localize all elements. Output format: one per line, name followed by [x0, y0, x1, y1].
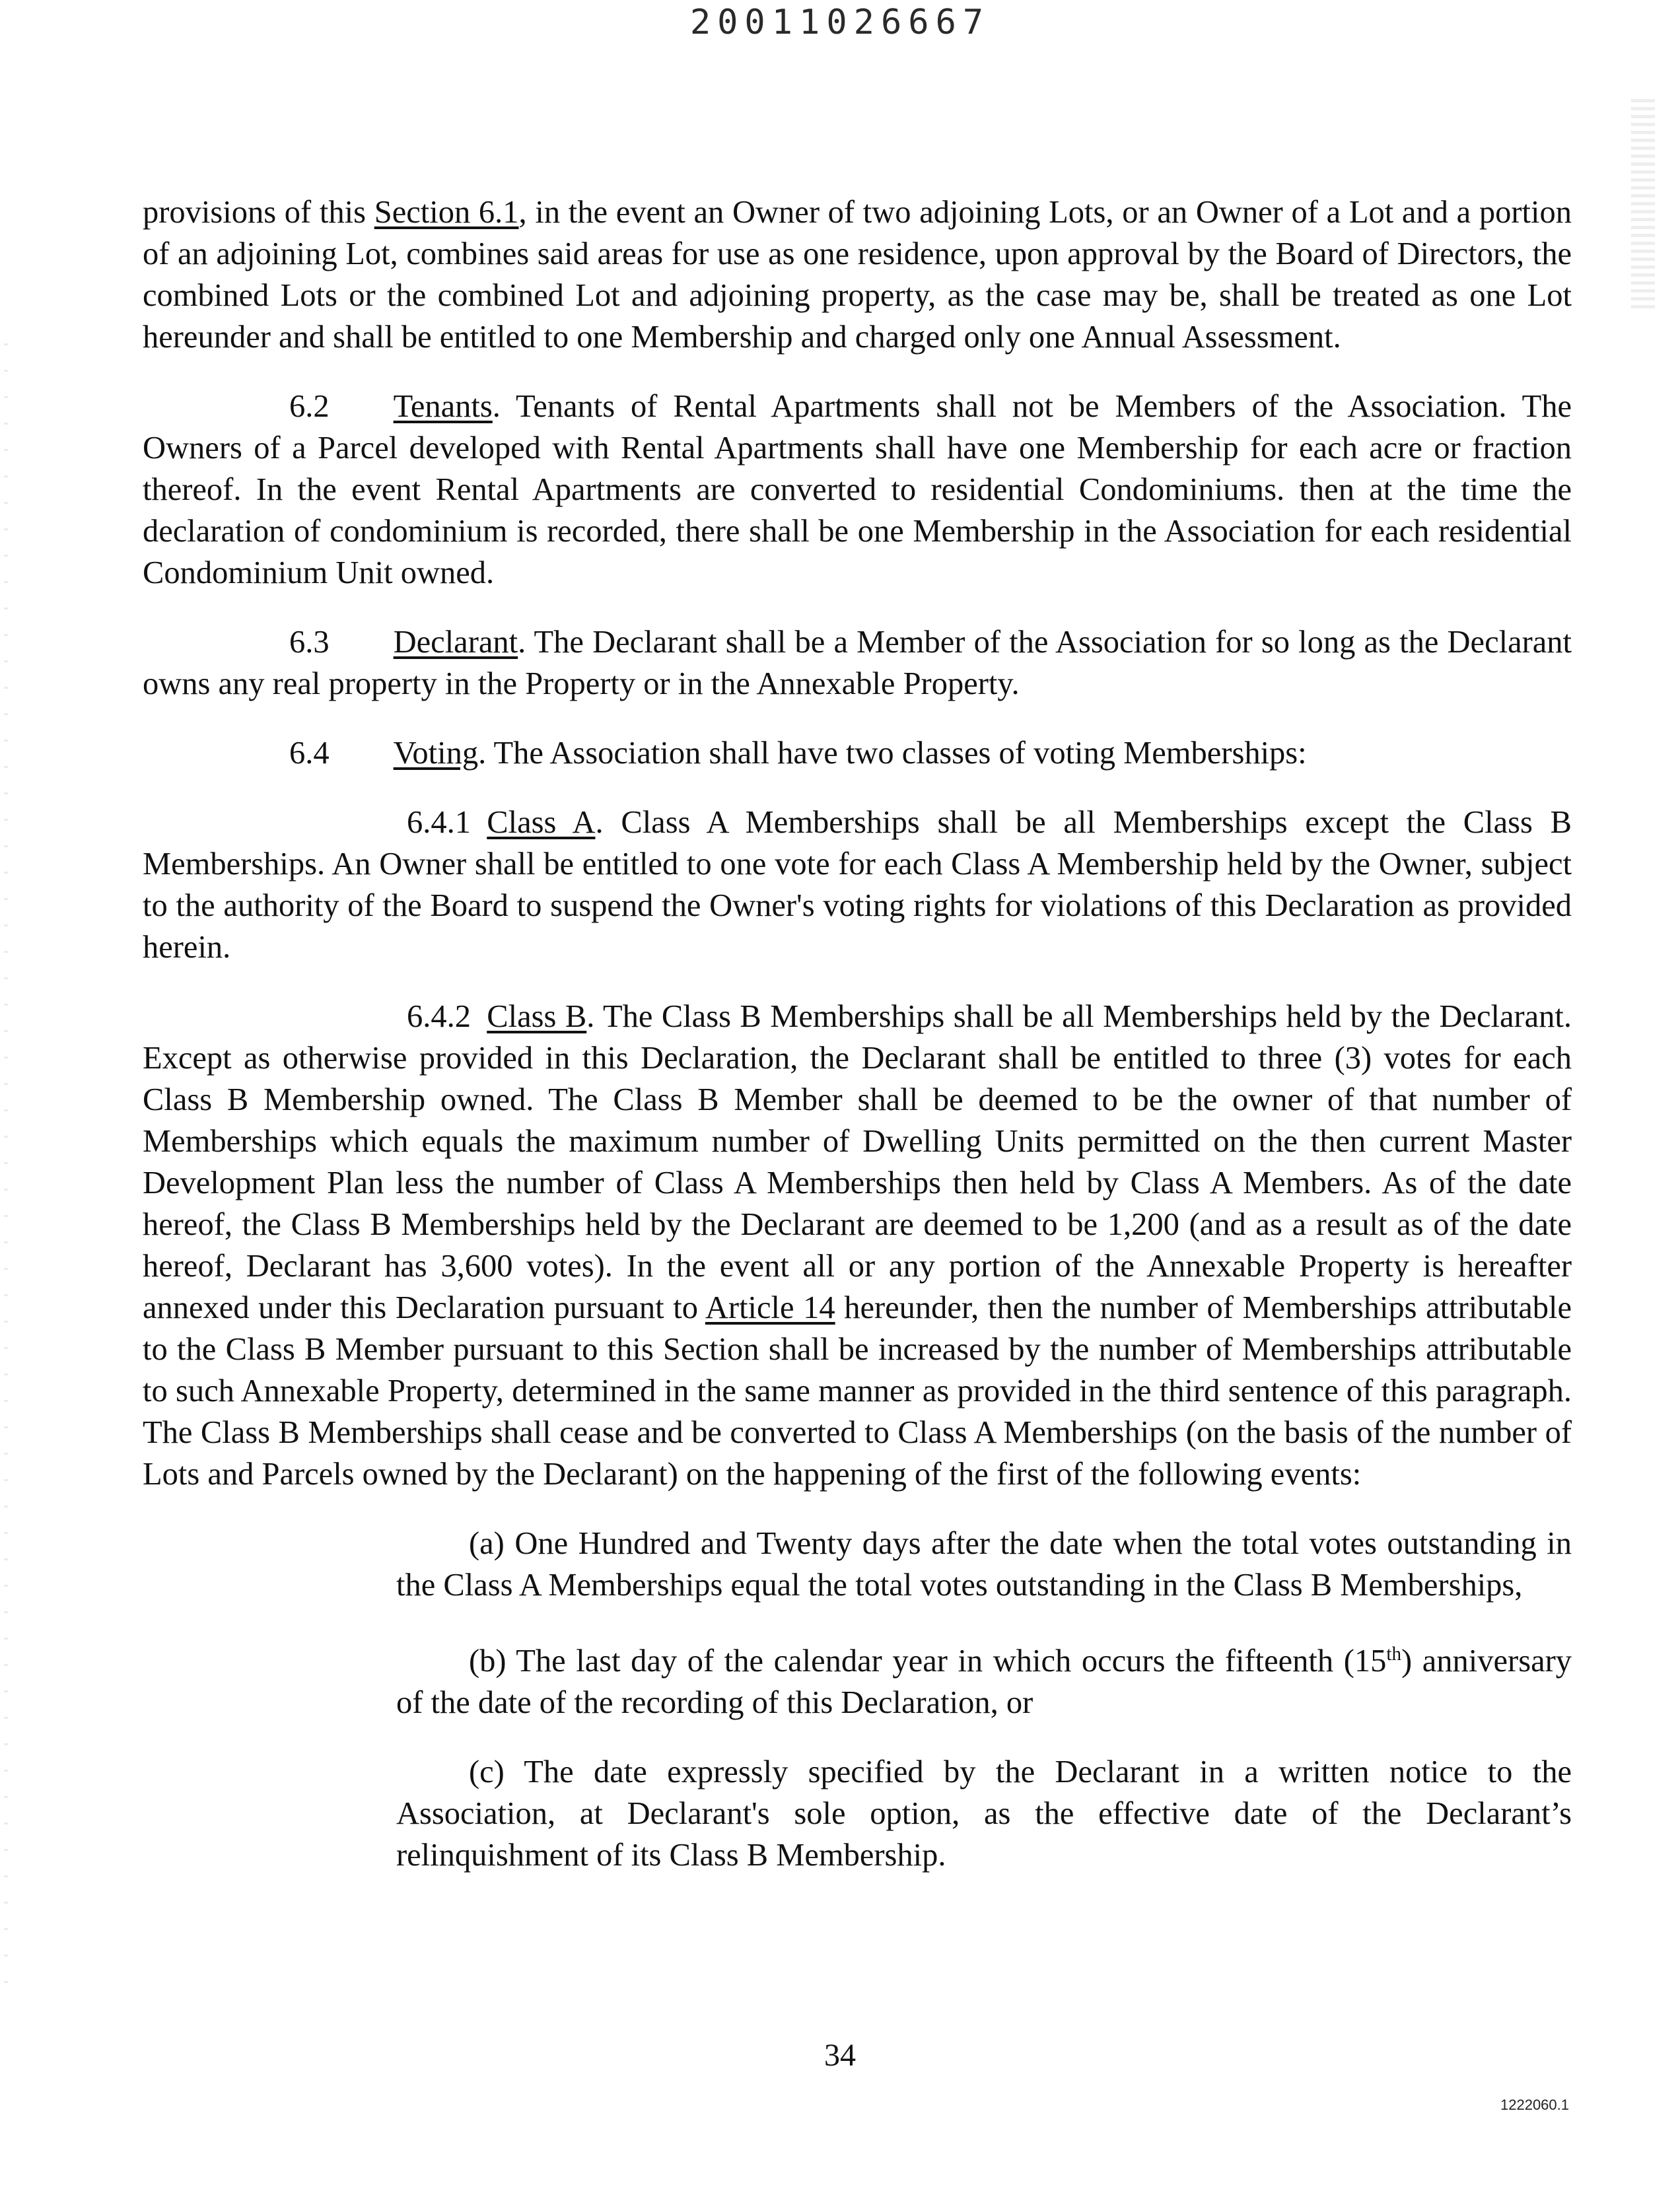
event-c: (c) The date expressly specified by the Declarant in a written notice to the Association, at Declarant's sole option, as the effective date of the Declarant’s relinquishment of its Class B Membership.	[396, 1754, 1572, 1873]
underlined-reference: Voting	[393, 736, 479, 771]
underlined-reference: Article 14	[705, 1290, 835, 1325]
section-6-4-1-class-a: 6.4.1 Class A. Class A Memberships shall be all Memberships except the Class B Memberships. An Owner shall be entitled to one vote for each Class A Membership held by the Owner, subject to the authority of the Board to suspend the Owner's voting rights for violations of this Declaration as provided herein.	[143, 805, 1572, 965]
document-body	[143, 191, 1572, 1904]
document-id: 1222060.1	[1500, 2097, 1569, 2113]
page-number: 34	[824, 2038, 856, 2073]
underlined-reference: Declarant	[393, 625, 518, 660]
edge-stamp-mark	[1631, 99, 1655, 310]
event-b: (b) The last day of the calendar year in which occurs the fifteenth (15th) anniversary of the date of the recording of this Declaration, or	[396, 1644, 1572, 1721]
underlined-reference: Tenants	[393, 389, 493, 424]
underlined-reference: Class B	[487, 999, 587, 1034]
section-6-4-2-class-b: 6.4.2 Class B. The Class B Memberships shall be all Memberships held by the Declarant. Except as otherwise provided in this Declaration, the Declarant shall be entitled to three (3) votes for each Class B Membership owned. The Class B Member shall be deemed to be the owner of that number of Memberships which equals the maximum number of Dwelling Units permitted on the then current Master Development Plan less the number of Class A Memberships then held by Class A Members. As of the date hereof, the Class B Memberships held by the Declarant are deemed to be 1,200 (and as a result as of the date hereof, Declarant has 3,600 votes). In the event all or any portion of the Annexable Property is hereafter annexed under this Declaration pursuant to Article 14 hereunder, then the number of Memberships attributable to the Class B Member pursuant to this Section shall be increased by the number of Memberships attributable to such Annexable Property, determined in the same manner as provided in the third sentence of this paragraph. The Class B Memberships shall cease and be converted to Class A Memberships (on the basis of the number of Lots and Parcels owned by the Declarant) on the happening of the first of the following events:	[143, 999, 1572, 1492]
paragraph-membership-continued: provisions of this Section 6.1, in the event an Owner of two adjoining Lots, or an Owner of a Lot and a portion of an adjoining Lot, combines said areas for use as one residence, upon approval by the Board of Directors, the combined Lots or the combined Lot and adjoining property, as the case may be, shall be treated as one Lot hereunder and shall be entitled to one Membership and charged only one Annual Assessment.	[143, 195, 1572, 355]
event-a: (a) One Hundred and Twenty days after the date when the total votes outstanding in the Class A Memberships equal the total votes outstanding in the Class B Memberships,	[396, 1526, 1572, 1603]
section-6-3-declarant: 6.3 Declarant. The Declarant shall be a Member of the Association for so long as the Declarant owns any real property in the Property or in the Annexable Property.	[143, 625, 1572, 701]
underlined-reference: Section 6.1	[374, 195, 519, 230]
section-6-2-tenants: 6.2 Tenants. Tenants of Rental Apartments shall not be Members of the Association. The Owners of a Parcel developed with Rental Apartments shall have one Membership for each acre or fraction thereof. In the event Rental Apartments are converted to residential Condominiums. then at the time the declaration of condominium is recorded, there shall be one Membership in the Association for each residential Condominium Unit owned.	[143, 389, 1572, 590]
underlined-reference: Class A	[487, 805, 596, 840]
recording-number: 20011026667	[689, 3, 991, 42]
ordinal-superscript: th	[1386, 1644, 1402, 1665]
scan-edge-speckle	[4, 343, 8, 1994]
section-6-4-voting: 6.4 Voting. The Association shall have two classes of voting Memberships:	[289, 736, 1307, 771]
